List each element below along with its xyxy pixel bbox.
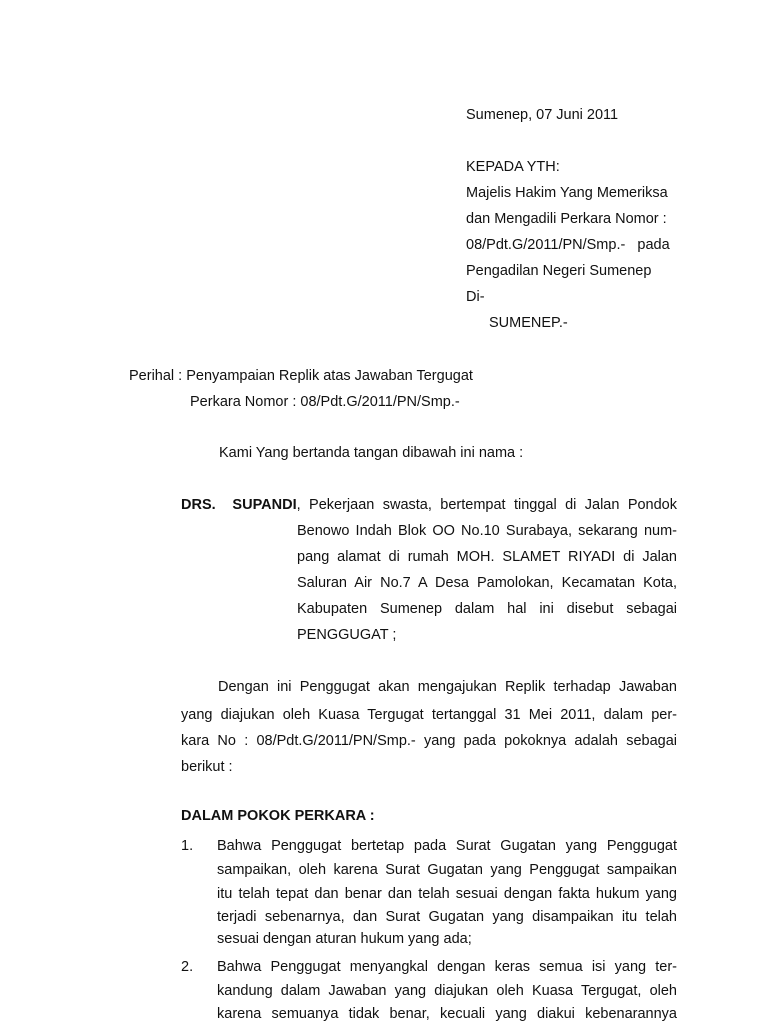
list-item-number: 2. (181, 959, 194, 975)
party-line: Benowo Indah Blok OO No.10 Surabaya, sekarang num- (297, 523, 677, 539)
party-line: Kabupaten Sumenep dalam hal ini disebut sebagai (297, 601, 677, 617)
party-line (181, 496, 677, 514)
paragraph-line: berikut : (181, 759, 233, 775)
list-item-line: itu telah tepat dan benar dan telah sesuai dengan fakta hukum yang (217, 886, 677, 902)
list-item-line: karena semuanya tidak benar, kecuali yang diakui kebenarannya (217, 1006, 677, 1022)
list-item-line: sampaikan, oleh karena Surat Gugatan yang Penggugat sampaikan (217, 862, 677, 878)
list-item-line: kandung dalam Jawaban yang diajukan oleh Kuasa Tergugat, oleh (217, 983, 677, 999)
paragraph-line: Dengan ini Penggugat akan mengajukan Replik terhadap Jawaban (218, 679, 677, 695)
party-line: Saluran Air No.7 A Desa Pamolokan, Kecamatan Kota, (297, 575, 677, 591)
list-item-line: terjadi sebenarnya, dan Surat Gugatan yang disampaikan itu telah (217, 909, 677, 925)
section-title: DALAM POKOK PERKARA : (181, 808, 375, 824)
recipient-city: SUMENEP.- (489, 315, 568, 331)
recipient-line: 08/Pdt.G/2011/PN/Smp.- pada (466, 237, 670, 253)
list-item-line: Bahwa Penggugat bertetap pada Surat Gugatan yang Penggugat (217, 838, 677, 854)
intro-sentence: Kami Yang bertanda tangan dibawah ini nama : (219, 445, 524, 461)
party-line: pang alamat di rumah MOH. SLAMET RIYADI di Jalan (297, 549, 677, 565)
list-item-line: sesuai dengan aturan hukum yang ada; (217, 931, 472, 947)
place-date: Sumenep, 07 Juni 2011 (466, 107, 619, 123)
list-item-line: Bahwa Penggugat menyangkal dengan keras semua isi yang ter- (217, 959, 677, 975)
party-description: , Pekerjaan swasta, bertempat tinggal di Jalan Pondok (296, 497, 677, 513)
paragraph-line: kara No : 08/Pdt.G/2011/PN/Smp.- yang pada pokoknya adalah sebagai (181, 733, 677, 749)
recipient-line: Di- (466, 289, 485, 305)
list-item-number: 1. (181, 838, 194, 854)
paragraph-line: yang diajukan oleh Kuasa Tergugat tertanggal 31 Mei 2011, dalam per- (181, 707, 677, 723)
subject-line: Perihal : Penyampaian Replik atas Jawaban Tergugat (129, 368, 473, 384)
recipient-line: Majelis Hakim Yang Memeriksa (466, 185, 668, 201)
party-name: DRS. SUPANDI (181, 497, 297, 513)
recipient-heading: KEPADA YTH: (466, 159, 560, 175)
case-number-line: Perkara Nomor : 08/Pdt.G/2011/PN/Smp.- (190, 394, 460, 410)
recipient-line: Pengadilan Negeri Sumenep (466, 263, 652, 279)
recipient-line: dan Mengadili Perkara Nomor : (466, 211, 667, 227)
party-designation: PENGGUGAT ; (297, 627, 397, 643)
